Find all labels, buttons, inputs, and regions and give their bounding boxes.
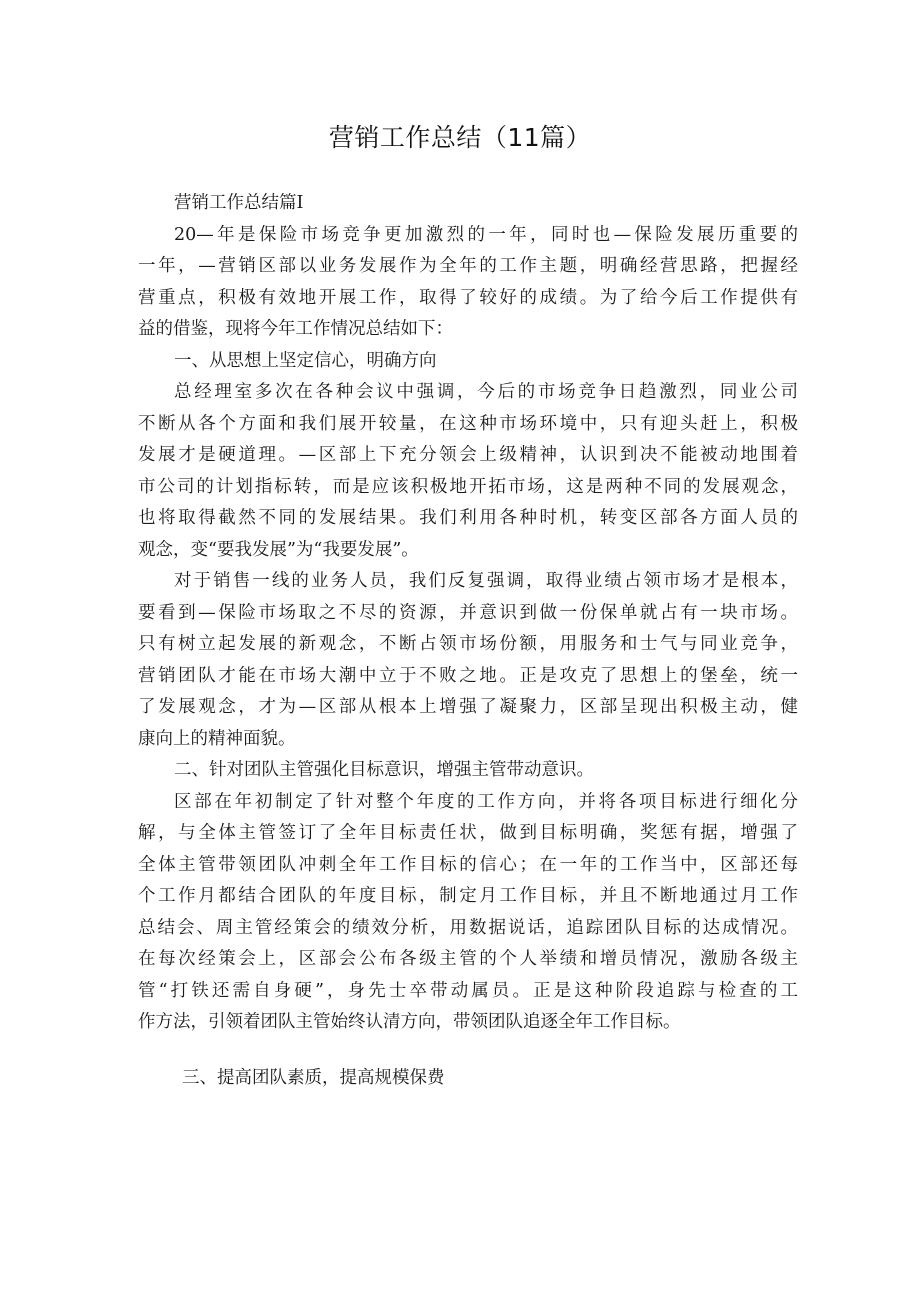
text-line: 在每次经策会上，区部会公布各级主管的个人举绩和增员情况，激励各级主 xyxy=(138,949,798,969)
text-line: 了发展观念，才为—区部从根本上增强了凝聚力，区部呈现出积极主动，健 xyxy=(138,697,798,717)
page-title: 营销工作总结（11篇） xyxy=(328,123,592,152)
section-gap xyxy=(138,1039,798,1063)
text-line: 作方法，引领着团队主管始终认清方向，带领团队追逐全年工作目标。 xyxy=(138,1012,681,1032)
text-line: 只有树立起发展的新观念，不断占领市场份额，用服务和士气与同业竞争， xyxy=(138,634,798,654)
text-line: 益的借鉴，现将今年工作情况总结如下： xyxy=(138,319,453,339)
text-line: 二、针对团队主管强化目标意识，增强主管带动意识。 xyxy=(174,760,594,780)
text-line: 也将取得截然不同的发展结果。我们利用各种时机，转变区部各方面人员的 xyxy=(138,508,798,528)
text-line: 全体主管带领团队冲刺全年工作目标的信心；在一年的工作当中，区部还每 xyxy=(138,854,798,875)
text-line: 管“打铁还需自身硬”，身先士卒带动属员。正是这种阶段追踪与检查的工 xyxy=(138,980,798,1001)
text-line: 个工作月都结合团队的年度目标，制定月工作目标，并且不断地通过月工作 xyxy=(138,886,798,906)
text-line: 一年，—营销区部以业务发展作为全年的工作主题，明确经营思路，把握经 xyxy=(138,256,798,276)
text-line: 营销工作总结篇Ⅰ xyxy=(174,193,304,213)
text-line: 要看到—保险市场取之不尽的资源，并意识到做一份保单就占有一块市场。 xyxy=(138,602,798,623)
text-line: 市公司的计划指标转，而是应该积极地开拓市场，这是两种不同的发展观念， xyxy=(138,476,798,497)
text-line: 发展才是硬道理。—区部上下充分领会上级精神，认识到决不能被动地围着 xyxy=(138,445,798,465)
text-line: 营重点，积极有效地开展工作，取得了较好的成绩。为了给今后工作提供有 xyxy=(138,287,798,308)
text-line: 总经理室多次在各种会议中强调，今后的市场竞争日趋激烈，同业公司 xyxy=(174,382,798,402)
text-line: 康向上的精神面貌。 xyxy=(138,728,296,749)
text-line: 不断从各个方面和我们展开较量，在这种市场环境中，只有迎头赶上，积极 xyxy=(138,413,798,434)
text-line: 一、从思想上坚定信心，明确方向 xyxy=(174,350,437,371)
text-line: 解，与全体主管签订了全年目标责任状，做到目标明确，奖惩有据，增强了 xyxy=(138,823,798,843)
paragraph-lines xyxy=(138,188,798,1039)
section-heading: 三、提高团队素质，提高规模保费 xyxy=(182,1067,445,1088)
text-line: 观念，变“要我发展”为“我要发展”。 xyxy=(138,539,419,560)
text-line: 20—年是保险市场竞争更加激烈的一年，同时也—保险发展历重要的 xyxy=(174,224,798,245)
text-line: 营销团队才能在市场大潮中立于不败之地。正是攻克了思想上的堡垒，统一 xyxy=(138,665,798,686)
text-line: 对于销售一线的业务人员，我们反复强调，取得业绩占领市场才是根本， xyxy=(174,571,798,591)
text-line: 区部在年初制定了针对整个年度的工作方向，并将各项目标进行细化分 xyxy=(174,791,798,812)
document-body xyxy=(138,188,798,1094)
text-line: 总结会、周主管经策会的绩效分析，用数据说话，追踪团队目标的达成情况。 xyxy=(138,917,798,938)
